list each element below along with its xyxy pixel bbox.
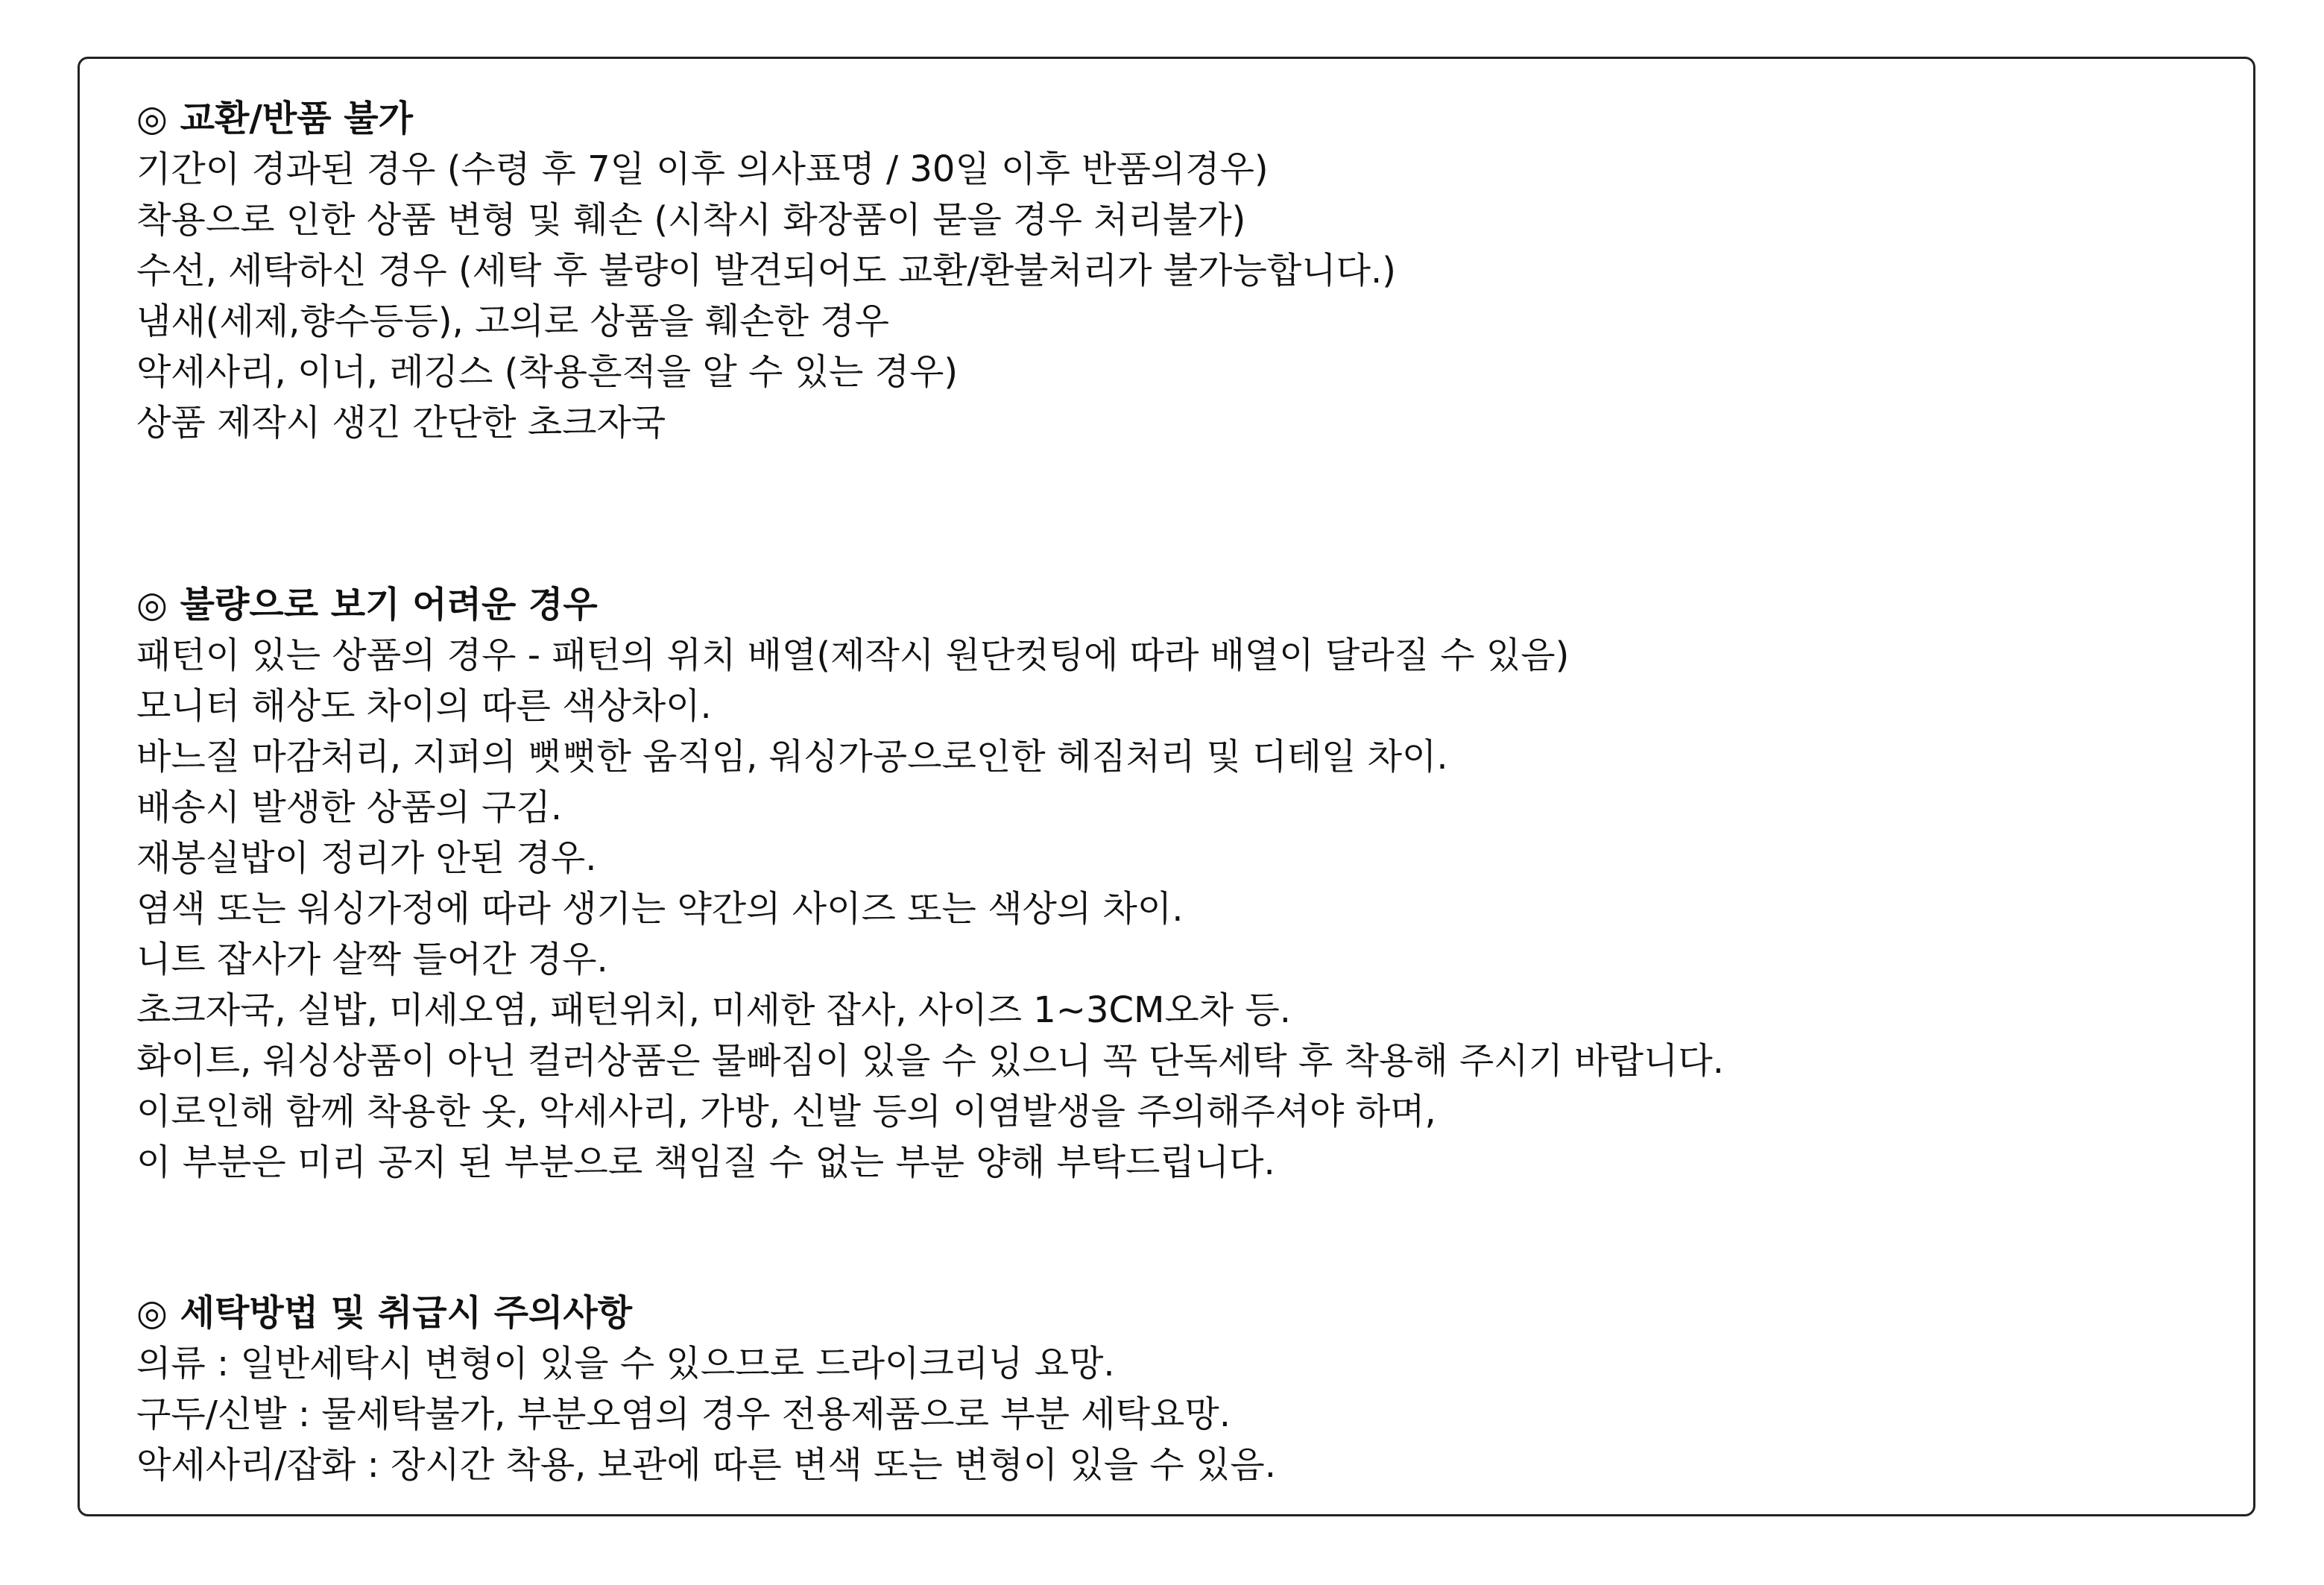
notice-box [78,57,2255,1516]
section-title: ◎ 불량으로 보기 어려운 경우 [136,584,598,626]
notice-line: 배송시 발생한 상품의 구김. [136,787,563,828]
notice-line: 의류 : 일반세탁시 변형이 있을 수 있으므로 드라이크리닝 요망. [136,1343,1115,1384]
notice-line: 염색 또는 워싱가정에 따라 생기는 약간의 사이즈 또는 색상의 차이. [136,888,1184,930]
notice-line: 바느질 마감처리, 지퍼의 뻣뻣한 움직임, 워싱가공으로인한 헤짐처리 및 디테일 차이. [136,736,1448,778]
section-exchange-return-not-allowed [136,93,2238,448]
notice-line: 냄새(세제,향수등등), 고의로 상품을 훼손한 경우 [136,300,889,342]
section-title: ◎ 세탁방법 및 취급시 주의사항 [136,1292,633,1334]
notice-line: 기간이 경과된 경우 (수령 후 7일 이후 의사표명 / 30일 이후 반품의경우) [136,148,1269,190]
notice-line: 화이트, 워싱상품이 아닌 컬러상품은 물빠짐이 있을 수 있으니 꼭 단독세탁 후 착용해 주시기 바랍니다. [136,1040,1724,1082]
notice-line: 초크자국, 실밥, 미세오염, 패턴위치, 미세한 잡사, 사이즈 1~3CM오차 등. [136,989,1292,1031]
notice-line: 니트 잡사가 살짝 들어간 경우. [136,939,608,980]
notice-line: 악세사리/잡화 : 장시간 착용, 보관에 따른 변색 또는 변형이 있을 수 있음. [136,1444,1277,1486]
notice-line: 모니터 해상도 차이의 따른 색상차이. [136,685,712,727]
notice-line: 수선, 세탁하신 경우 (세탁 후 불량이 발견되어도 교환/환불처리가 불가능합니다.) [136,250,1396,292]
notice-line: 상품 제작시 생긴 간단한 초크자국 [136,402,666,444]
notice-line: 재봉실밥이 정리가 안된 경우. [136,837,597,879]
notice-line: 이로인해 함께 착용한 옷, 악세사리, 가방, 신발 등의 이염발생을 주의해주셔야 하며, [136,1091,1436,1132]
notice-line: 구두/신발 : 물세탁불가, 부분오염의 경우 전용제품으로 부분 세탁요망. [136,1393,1231,1435]
notice-line: 악세사리, 이너, 레깅스 (착용흔적을 알 수 있는 경우) [136,351,959,393]
section-washing-care [136,1288,2238,1490]
notice-line: 착용으로 인한 상품 변형 및 훼손 (시착시 화장품이 묻을 경우 처리불가) [136,199,1246,241]
section-title: ◎ 교환/반품 불가 [136,98,414,139]
notice-line: 패턴이 있는 상품의 경우 - 패턴의 위치 배열(제작시 원단컷팅에 따라 배열이 달라질 수 있음) [136,634,1570,676]
section-not-defective [136,579,2238,1188]
notice-line: 이 부분은 미리 공지 된 부분으로 책임질 수 없는 부분 양해 부탁드립니다. [136,1141,1275,1183]
